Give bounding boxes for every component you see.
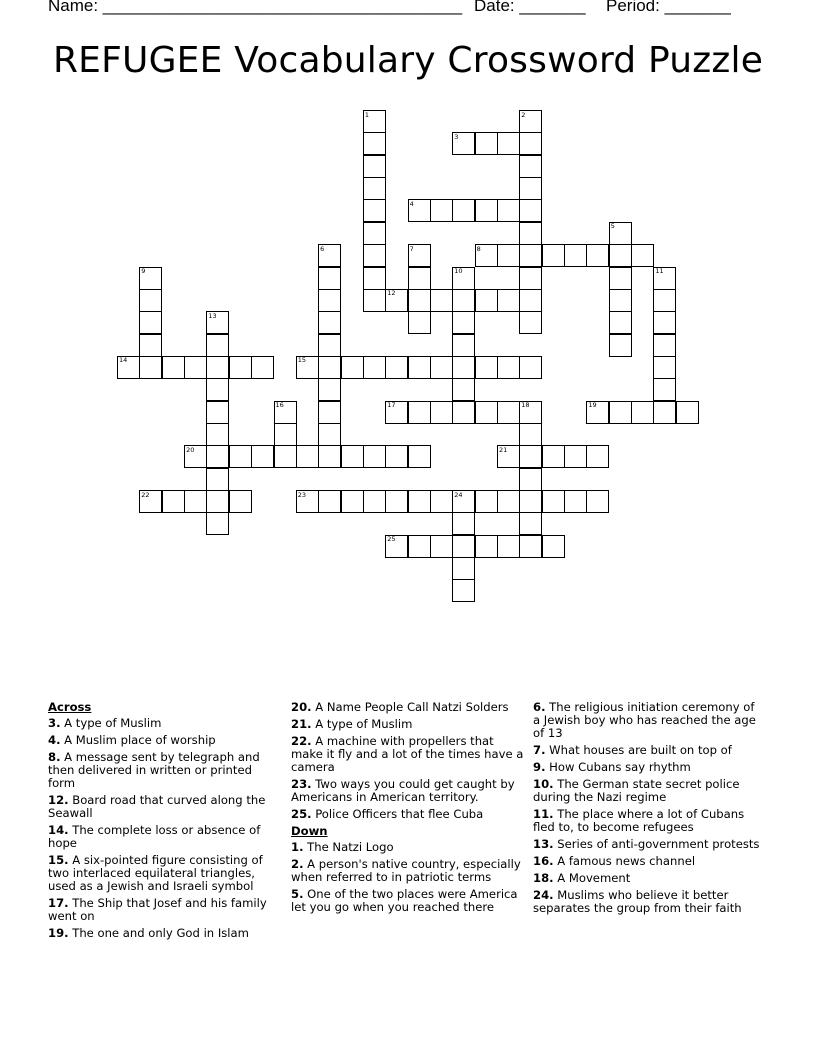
crossword-cell[interactable] <box>251 356 274 379</box>
clues-column-3 <box>533 701 765 919</box>
crossword-cell[interactable] <box>609 401 632 424</box>
crossword-cell[interactable] <box>363 445 386 468</box>
across-heading: Across <box>48 700 92 714</box>
crossword-cell[interactable] <box>274 445 297 468</box>
crossword-cell[interactable] <box>229 490 252 513</box>
crossword-cell[interactable] <box>430 401 453 424</box>
crossword-cell[interactable] <box>542 244 565 267</box>
clue-down-24: 24. Muslims who believe it better separates the group from their faith <box>533 888 742 915</box>
crossword-cell[interactable] <box>475 490 498 513</box>
crossword-cell[interactable] <box>609 289 632 312</box>
crossword-cell[interactable] <box>586 490 609 513</box>
crossword-cell[interactable] <box>139 334 162 357</box>
crossword-cell[interactable] <box>430 535 453 558</box>
crossword-cell[interactable] <box>452 311 475 334</box>
clue-number: 5 <box>610 222 615 231</box>
crossword-cell[interactable] <box>676 401 699 424</box>
crossword-cell[interactable] <box>363 289 386 312</box>
clue-number: 11 <box>655 267 664 275</box>
clue-number: 12 <box>387 289 396 298</box>
crossword-cell[interactable] <box>519 512 542 535</box>
crossword-cell[interactable] <box>564 490 587 513</box>
crossword-cell[interactable] <box>452 378 475 401</box>
clue-number: 20 <box>186 445 195 454</box>
clues-column-1 <box>48 701 276 944</box>
crossword-cell[interactable] <box>519 244 542 267</box>
clue-number: 3 <box>454 132 459 141</box>
down-heading: Down <box>291 824 328 838</box>
crossword-cell[interactable] <box>497 132 520 155</box>
crossword-cell[interactable] <box>564 244 587 267</box>
clue-down-7: 7. What houses are built on top of <box>533 743 732 757</box>
crossword-cell[interactable] <box>363 267 386 290</box>
crossword-cell[interactable] <box>318 490 341 513</box>
crossword-cell[interactable] <box>475 132 498 155</box>
crossword-cell[interactable] <box>452 356 475 379</box>
crossword-cell[interactable] <box>475 535 498 558</box>
crossword-cell[interactable] <box>542 535 565 558</box>
crossword-cell[interactable] <box>206 356 229 379</box>
page-title: REFUGEE Vocabulary Crossword Puzzle <box>52 40 764 81</box>
crossword-cell[interactable] <box>519 155 542 178</box>
crossword-cell[interactable] <box>497 535 520 558</box>
clue-number: 16 <box>275 401 284 410</box>
crossword-cell[interactable] <box>609 244 632 267</box>
crossword-cell[interactable] <box>363 244 386 267</box>
crossword-cell[interactable] <box>408 490 431 513</box>
crossword-cell[interactable] <box>318 311 341 334</box>
crossword-cell[interactable] <box>609 267 632 290</box>
crossword-cell[interactable] <box>452 401 475 424</box>
crossword-cell[interactable] <box>139 311 162 334</box>
crossword-cell[interactable] <box>363 490 386 513</box>
crossword-cell[interactable] <box>452 199 475 222</box>
crossword-cell[interactable] <box>318 445 341 468</box>
crossword-cell[interactable] <box>206 490 229 513</box>
crossword-cell[interactable] <box>318 423 341 446</box>
crossword-cell[interactable] <box>385 490 408 513</box>
crossword-cell[interactable] <box>519 267 542 290</box>
crossword-cell[interactable] <box>542 445 565 468</box>
crossword-cell[interactable] <box>206 401 229 424</box>
crossword-cell[interactable] <box>653 289 676 312</box>
crossword-cell[interactable] <box>274 423 297 446</box>
crossword-cell[interactable] <box>206 334 229 357</box>
clue-number: 19 <box>588 401 597 410</box>
crossword-cell[interactable] <box>452 512 475 535</box>
clue-number: 4 <box>409 199 414 208</box>
crossword-cell[interactable] <box>653 311 676 334</box>
crossword-cell[interactable] <box>341 356 364 379</box>
crossword-cell[interactable] <box>497 401 520 424</box>
crossword-cell[interactable] <box>475 356 498 379</box>
crossword-cell[interactable] <box>408 535 431 558</box>
crossword-cell[interactable] <box>408 401 431 424</box>
clues-column-2 <box>291 701 527 918</box>
clue-across-25: 25. Police Officers that flee Cuba <box>291 807 484 821</box>
clue-number: 17 <box>387 401 396 410</box>
crossword-cell[interactable] <box>653 401 676 424</box>
clue-across-12: 12. Board road that curved along the Seawall <box>48 793 266 820</box>
clue-number: 15 <box>297 356 307 365</box>
clue-number: 1 <box>364 110 370 119</box>
clue-number: 23 <box>297 490 307 499</box>
crossword-cell[interactable] <box>497 490 520 513</box>
clue-down-10: 10. The German state secret police during the Nazi regime <box>533 777 740 804</box>
crossword-cell[interactable] <box>206 512 229 535</box>
crossword-cell[interactable] <box>609 311 632 334</box>
crossword-cell[interactable] <box>631 244 654 267</box>
crossword-cell[interactable] <box>519 177 542 200</box>
clue-number: 2 <box>521 110 526 119</box>
crossword-cell[interactable] <box>363 177 386 200</box>
crossword-cell[interactable] <box>653 356 676 379</box>
clue-across-15: 15. A six-pointed figure consisting of two interlaced equilateral triangles, used as a Jewish and Israeli symbol <box>48 853 263 893</box>
clue-down-2: 2. A person's native country, especially when referred to in patriotic terms <box>291 857 521 884</box>
clue-across-14: 14. The complete loss or absence of hope <box>48 823 261 850</box>
clue-number: 7 <box>409 244 414 253</box>
crossword-cell[interactable] <box>631 401 654 424</box>
clue-down-5: 5. One of the two places were America let you go when you reached there <box>291 887 518 914</box>
crossword-cell[interactable] <box>408 311 431 334</box>
clue-across-22: 22. A machine with propellers that make it fly and a lot of the times have a camera <box>291 734 524 774</box>
crossword-cell[interactable] <box>497 289 520 312</box>
crossword-cell[interactable] <box>452 579 475 602</box>
clue-across-23: 23. Two ways you could get caught by Americans in American territory. <box>291 777 515 804</box>
crossword-cell[interactable] <box>318 267 341 290</box>
crossword-cell[interactable] <box>363 155 386 178</box>
clue-number: 18 <box>521 401 530 410</box>
clue-down-18: 18. A Movement <box>533 871 631 885</box>
clue-down-11: 11. The place where a lot of Cubans fled to, to become refugees <box>533 807 745 834</box>
crossword-cell[interactable] <box>184 356 207 379</box>
crossword-cell[interactable] <box>519 289 542 312</box>
crossword-cell[interactable] <box>341 490 364 513</box>
clue-number: 21 <box>499 445 508 454</box>
crossword-cell[interactable] <box>497 244 520 267</box>
crossword-cell[interactable] <box>385 445 408 468</box>
crossword-cell[interactable] <box>475 401 498 424</box>
crossword-cell[interactable] <box>586 445 609 468</box>
clue-number: 14 <box>119 356 128 365</box>
clue-across-20: 20. A Name People Call Natzi Solders <box>291 700 509 714</box>
crossword-cell[interactable] <box>318 378 341 401</box>
crossword-cell[interactable] <box>229 356 252 379</box>
crossword-cell[interactable] <box>452 535 475 558</box>
crossword-cell[interactable] <box>206 423 229 446</box>
crossword-cell[interactable] <box>519 311 542 334</box>
crossword-cell[interactable] <box>296 445 319 468</box>
clue-down-16: 16. A famous news channel <box>533 854 696 868</box>
crossword-cell[interactable] <box>139 289 162 312</box>
crossword-cell[interactable] <box>385 356 408 379</box>
clue-number: 8 <box>476 244 481 253</box>
clue-down-6: 6. The religious initiation ceremony of a Jewish boy who has reached the age of 13 <box>533 700 756 740</box>
crossword-cell[interactable] <box>430 289 453 312</box>
crossword-cell[interactable] <box>519 423 542 446</box>
crossword-cell[interactable] <box>519 132 542 155</box>
crossword-cell[interactable] <box>318 289 341 312</box>
crossword-cell[interactable] <box>497 199 520 222</box>
period-label: Period: _______ <box>606 0 731 15</box>
crossword-cell[interactable] <box>408 445 431 468</box>
crossword-cell[interactable] <box>653 334 676 357</box>
crossword-cell[interactable] <box>162 356 185 379</box>
clue-across-8: 8. A message sent by telegraph and then delivered in written or printed form <box>48 750 260 790</box>
crossword-cell[interactable] <box>452 557 475 580</box>
crossword-cell[interactable] <box>519 199 542 222</box>
crossword-cell[interactable] <box>430 199 453 222</box>
clue-number: 10 <box>454 267 463 275</box>
clue-across-17: 17. The Ship that Josef and his family went on <box>48 896 267 923</box>
crossword-cell[interactable] <box>519 356 542 379</box>
crossword-cell[interactable] <box>363 356 386 379</box>
clue-across-4: 4. A Muslim place of worship <box>48 733 216 747</box>
crossword-cell[interactable] <box>341 445 364 468</box>
clue-number: 9 <box>141 267 146 275</box>
crossword-cell[interactable] <box>452 334 475 357</box>
crossword-cell[interactable] <box>139 356 162 379</box>
crossword-cell[interactable] <box>162 490 185 513</box>
crossword-cell[interactable] <box>519 468 542 491</box>
crossword-cell[interactable] <box>653 378 676 401</box>
crossword-cell[interactable] <box>206 445 229 468</box>
crossword-cell[interactable] <box>363 132 386 155</box>
clue-number: 13 <box>208 311 217 320</box>
crossword-cell[interactable] <box>318 334 341 357</box>
crossword-cell[interactable] <box>542 490 565 513</box>
crossword-cell[interactable] <box>408 356 431 379</box>
crossword-cell[interactable] <box>586 244 609 267</box>
crossword-cell[interactable] <box>452 289 475 312</box>
crossword-cell[interactable] <box>519 445 542 468</box>
clue-across-3: 3. A type of Muslim <box>48 716 162 730</box>
clue-number: 6 <box>320 244 325 253</box>
clue-down-13: 13. Series of anti-government protests <box>533 837 760 851</box>
crossword-cell[interactable] <box>519 535 542 558</box>
crossword-cell[interactable] <box>184 490 207 513</box>
clue-down-9: 9. How Cubans say rhythm <box>533 760 691 774</box>
clue-down-1: 1. The Natzi Logo <box>291 840 394 854</box>
crossword-cell[interactable] <box>318 356 341 379</box>
crossword-cell[interactable] <box>430 490 453 513</box>
crossword-cell[interactable] <box>206 468 229 491</box>
crossword-cell[interactable] <box>475 289 498 312</box>
crossword-cell[interactable] <box>318 401 341 424</box>
clue-number: 24 <box>454 490 463 499</box>
crossword-cell[interactable] <box>564 445 587 468</box>
clue-across-19: 19. The one and only God in Islam <box>48 926 249 940</box>
date-label: Date: _______ <box>474 0 586 15</box>
crossword-cell[interactable] <box>609 334 632 357</box>
crossword-cell[interactable] <box>497 356 520 379</box>
name-label: Name: ______________________________________ <box>48 0 463 15</box>
crossword-cell[interactable] <box>206 378 229 401</box>
clue-number: 22 <box>141 490 150 499</box>
crossword-cell[interactable] <box>363 222 386 245</box>
crossword-cell[interactable] <box>519 222 542 245</box>
crossword-cell[interactable] <box>229 445 252 468</box>
crossword-cell[interactable] <box>430 356 453 379</box>
crossword-cell[interactable] <box>519 490 542 513</box>
clue-number: 25 <box>387 535 396 544</box>
crossword-cell[interactable] <box>475 199 498 222</box>
clue-across-21: 21. A type of Muslim <box>291 717 413 731</box>
crossword-cell[interactable] <box>408 267 431 290</box>
crossword-cell[interactable] <box>363 199 386 222</box>
crossword-cell[interactable] <box>251 445 274 468</box>
crossword-cell[interactable] <box>408 289 431 312</box>
